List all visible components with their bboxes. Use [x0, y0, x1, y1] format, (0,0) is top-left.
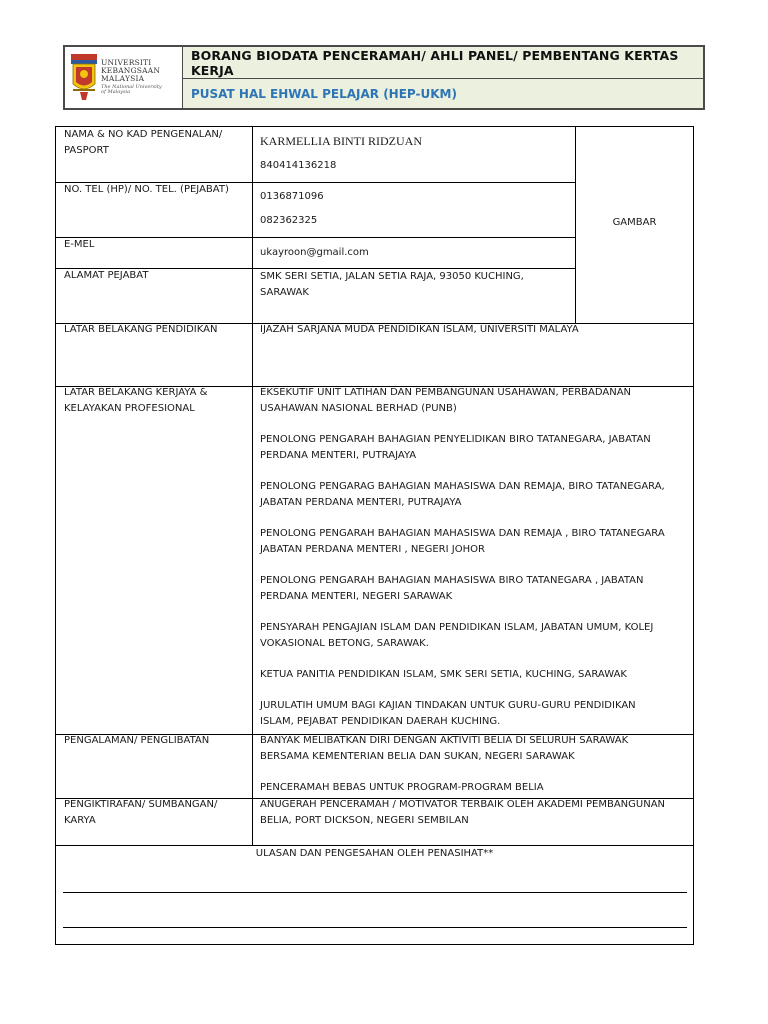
career-entry	[260, 698, 690, 730]
ukm-crest-icon	[71, 54, 97, 102]
phone-label: NO. TEL (HP)/ NO. TEL. (PEJABAT)	[64, 184, 229, 195]
career-entry-line: VOKASIONAL BETONG, SARAWAK.	[260, 638, 429, 649]
career-entry-line: PENOLONG PENGARAH BAHAGIAN MAHASISWA DAN REMAJA , BIRO TATANEGARA	[260, 528, 665, 539]
address-label: ALAMAT PEJABAT	[64, 270, 149, 281]
name-label: NAMA & NO KAD PENGENALAN/ PASPORT	[64, 129, 223, 156]
logo-malaysia-text: MALAYSIA	[101, 74, 145, 84]
experience-line: BANYAK MELIBATKAN DIRI DENGAN AKTIVITI BELIA DI SELURUH SARAWAK	[260, 735, 629, 746]
phone-office-value: 082362325	[260, 215, 318, 226]
form-subtitle: PUSAT HAL EHWAL PELAJAR (HEP-UKM)	[183, 79, 703, 108]
logo-university-text: UNIVERSITI	[101, 58, 152, 68]
remarks-writing-line	[63, 892, 687, 893]
ukm-logo	[65, 47, 183, 108]
career-entry-line: PENOLONG PENGARAH BAHAGIAN PENYELIDIKAN BIRO TATANEGARA, JABATAN	[260, 434, 651, 445]
address-line: SMK SERI SETIA, JALAN SETIA RAJA, 93050 KUCHING,	[260, 271, 524, 282]
remarks-writing-line	[63, 927, 687, 928]
career-entry-line: KETUA PANITIA PENDIDIKAN ISLAM, SMK SERI SETIA, KUCHING, SARAWAK	[260, 669, 627, 680]
career-entry	[260, 620, 690, 652]
logo-tagline-2: of Malaysia	[101, 89, 131, 96]
career-entry-line: PENOLONG PENGARAG BAHAGIAN MAHASISWA DAN REMAJA, BIRO TATANEGARA,	[260, 481, 665, 492]
career-label-line: LATAR BELAKANG KERJAYA &	[64, 387, 208, 398]
recognition-line: ANUGERAH PENCERAMAH / MOTIVATOR TERBAIK OLEH AKADEMI PEMBANGUNAN	[260, 799, 666, 810]
career-label	[64, 385, 244, 417]
education-value: IJAZAH SARJANA MUDA PENDIDIKAN ISLAM, UNIVERSITI MALAYA	[260, 324, 579, 335]
career-entry-line: PERDANA MENTERI, NEGERI SARAWAK	[260, 591, 453, 602]
career-entry-line: JABATAN PERDANA MENTERI , NEGERI JOHOR	[260, 544, 485, 555]
recognition-label	[64, 797, 244, 829]
career-entry-line: JURULATIH UMUM BAGI KAJIAN TINDAKAN UNTUK GURU-GURU PENDIDIKAN	[260, 700, 636, 711]
career-entry	[260, 526, 690, 558]
recognition-line: BELIA, PORT DICKSON, NEGERI SEMBILAN	[260, 815, 469, 826]
experience-label: PENGALAMAN/ PENGLIBATAN	[64, 735, 210, 746]
career-entry	[260, 667, 690, 683]
photo-placeholder: GAMBAR	[612, 217, 657, 228]
email-label: E-MEL	[64, 239, 95, 250]
label-column-divider	[252, 127, 253, 846]
ic-number-value: 840414136218	[260, 160, 337, 171]
address-line: SARAWAK	[260, 287, 309, 298]
form-title: BORANG BIODATA PENCERAMAH/ AHLI PANEL/ PEMBENTANG KERTAS KERJA	[183, 47, 703, 79]
logo-tagline: The National University	[101, 84, 162, 91]
form-header	[63, 45, 705, 110]
logo-kebangsaan-text: KEBANGSAAN	[101, 66, 161, 76]
career-entry-line: ISLAM, PEJABAT PENDIDIKAN DAERAH KUCHING.	[260, 716, 501, 727]
career-entry-line: PENSYARAH PENGAJIAN ISLAM DAN PENDIDIKAN ISLAM, JABATAN UMUM, KOLEJ	[260, 622, 654, 633]
career-entry-line: JABATAN PERDANA MENTERI, PUTRAJAYA	[260, 497, 462, 508]
recognition-value	[260, 797, 690, 829]
address-value	[260, 269, 690, 301]
education-label: LATAR BELAKANG PENDIDIKAN	[64, 324, 218, 335]
recognition-label-line: KARYA	[64, 815, 96, 826]
row-divider	[56, 845, 693, 846]
email-value: ukayroon@gmail.com	[260, 247, 369, 258]
experience-value	[260, 733, 690, 796]
phone-hp-value: 0136871096	[260, 191, 324, 202]
experience-line: PENCERAMAH BEBAS UNTUK PROGRAM-PROGRAM BELIA	[260, 782, 544, 793]
career-entry-line: PENOLONG PENGARAH BAHAGIAN MAHASISWA BIRO TATANEGARA , JABATAN	[260, 575, 644, 586]
name-value: KARMELLIA BINTI RIDZUAN	[260, 134, 422, 148]
career-label-line: KELAYAKAN PROFESIONAL	[64, 403, 195, 414]
remarks-title: ULASAN DAN PENGESAHAN OLEH PENASIHAT**	[255, 848, 494, 859]
experience-line: BERSAMA KEMENTERIAN BELIA DAN SUKAN, NEGERI SARAWAK	[260, 751, 575, 762]
career-entry	[260, 479, 690, 511]
career-list	[260, 385, 690, 730]
career-entry-line: PERDANA MENTERI, PUTRAJAYA	[260, 450, 417, 461]
career-entry-line: EKSEKUTIF UNIT LATIHAN DAN PEMBANGUNAN USAHAWAN, PERBADANAN	[260, 387, 632, 398]
career-entry	[260, 573, 690, 605]
career-entry-line: USAHAWAN NASIONAL BERHAD (PUNB)	[260, 403, 457, 414]
biodata-table	[55, 126, 694, 945]
recognition-label-line: PENGIKTIRAFAN/ SUMBANGAN/	[64, 799, 218, 810]
career-entry	[260, 432, 690, 464]
career-entry	[260, 385, 690, 417]
